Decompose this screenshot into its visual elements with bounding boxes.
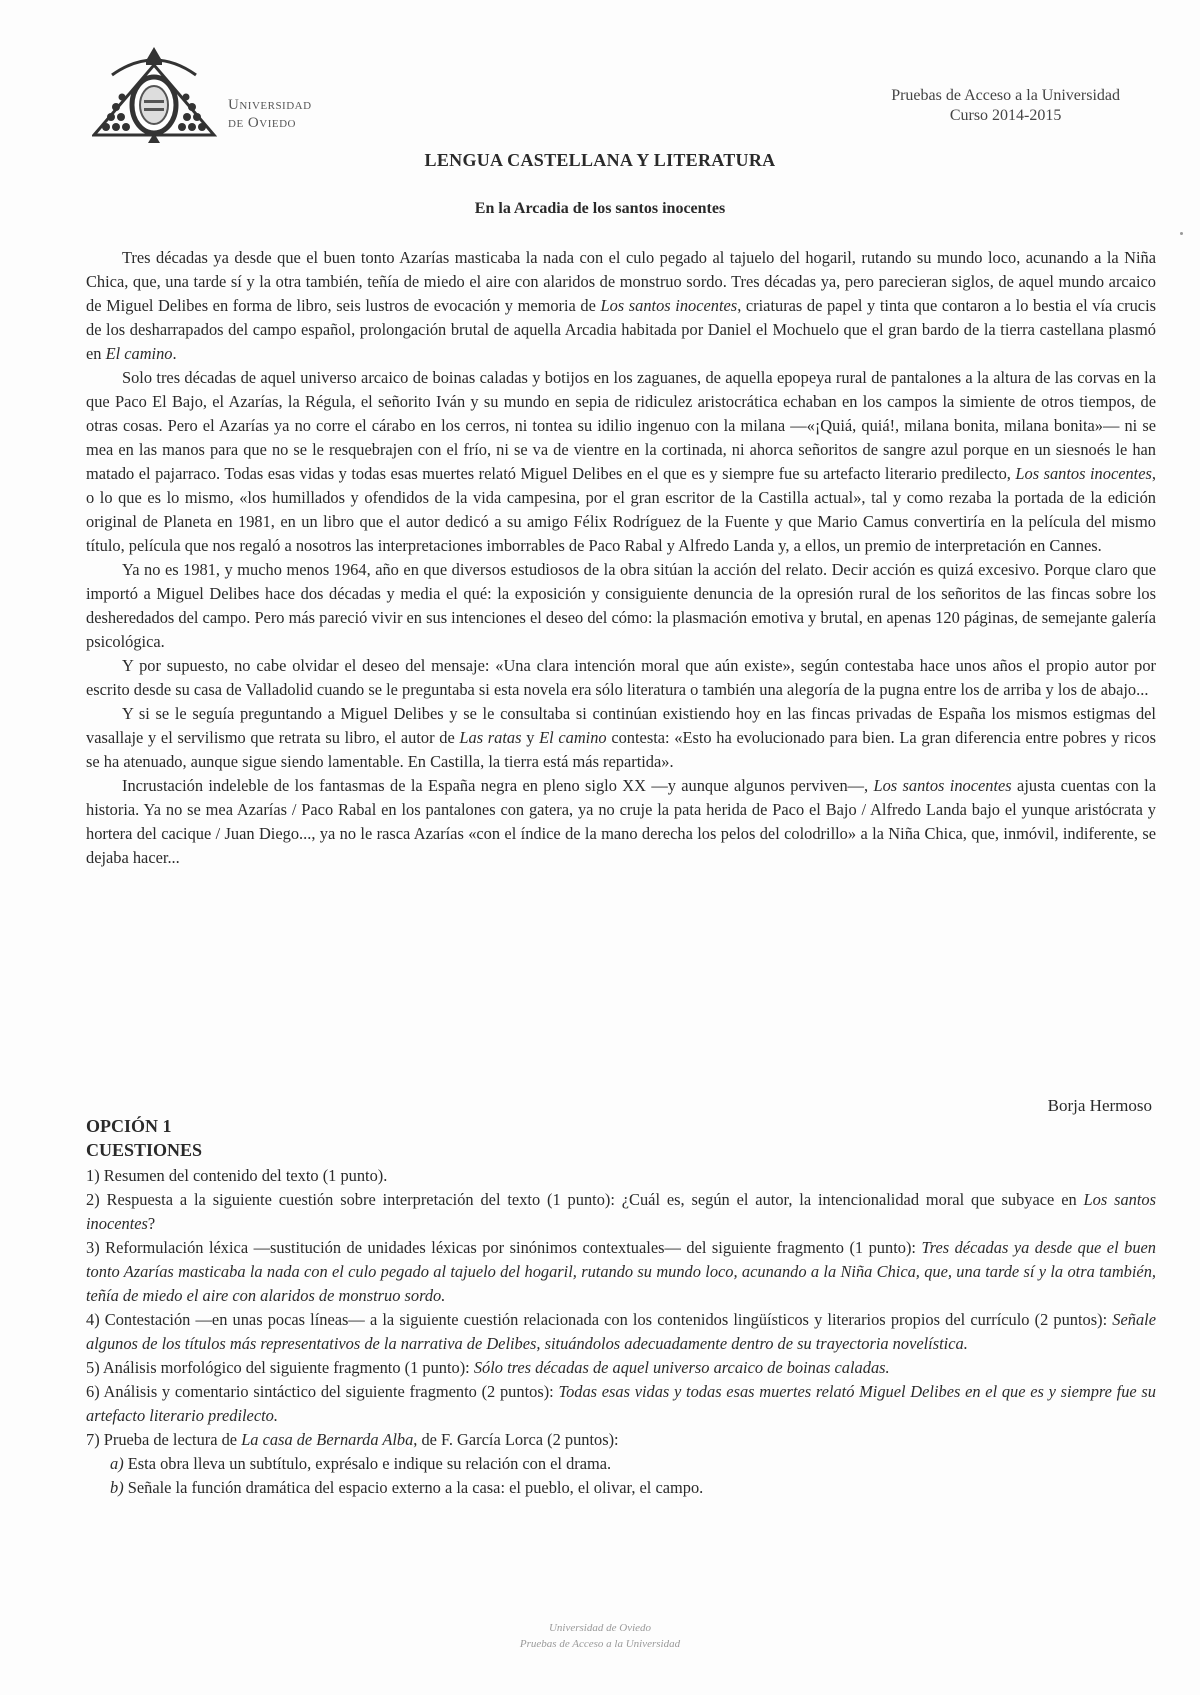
paragraph [86,558,1156,654]
article-author: Borja Hermoso [1047,1096,1152,1115]
text-run: Y si se le seguía preguntando a Miguel Delibes y se le consultaba si continúan existiendo hoy en las fincas privadas de España los mismos estigmas del vasallaje y el servilismo que retrata su libro, el autor de [86,704,1156,747]
text-run: y [521,728,540,747]
question-item [86,1236,1156,1308]
text-run: 3) Reformulación léxica —sustitución de unidades léxicas por sinónimos contextuales— del siguiente fragmento (1 punto): [86,1238,922,1257]
text-run: , criaturas de papel y tinta que contaron a lo bestia el vía crucis de los desharrapados del campo español, prolongación brutal de aquella Arcadia habitada por Daniel el Mochuelo que el gran bardo de la tierra castellana plasmó en [86,296,1157,363]
footer-university: Universidad de Oviedo [548,1622,652,1634]
text-run: ajusta cuentas con la historia. Ya no se mea Azarías / Paco Rabal en los pantalones con gatera, ya no cruje la pata herida de Paco el Bajo / Alfredo Landa bajo el yunque aristócrata y hortera del cacique / Juan Diego..., ya no le rasca Azarías «con el índice de la mano derecha los pelos del colodrillo» a la Niña Chica, que, inmóvil, indiferente, se dejaba hacer... [86,776,1156,867]
text-run: , o lo que es lo mismo, «los humillados y ofendidos de la vida campesina, por el gran escritor de la Castilla actual», tal y como rezaba la portada de la edición original de Planeta en 1981, en un libro que el autor dedicó a su amigo Félix Rodríguez de la Fuente y que Mario Camus convertiría en la película del mismo título, película que nos regaló a nosotros las interpretaciones imborrables de Paco Rabal y Alfredo Landa y, a ellos, un premio de interpretación en Cannes. [86,464,1157,555]
italic-text: Los santos inocentes [86,1190,1156,1233]
text-run: 6) Análisis y comentario sintáctico del siguiente fragmento (2 puntos): [86,1382,559,1401]
paragraph [86,366,1156,558]
option-heading [86,1114,202,1162]
question-item [86,1476,1156,1500]
italic-text: La casa de Bernarda Alba [241,1430,414,1449]
text-run: Esta obra lleva un subtítulo, exprésalo e indique su relación con el drama. [123,1454,612,1473]
text-run: 5) Análisis morfológico del siguiente fragmento (1 punto): [86,1358,474,1377]
paragraph [86,702,1156,774]
exam-year: Curso 2014-2015 [949,107,1062,124]
paragraph [86,774,1156,870]
text-run: ? [147,1214,156,1233]
italic-text: Los santos inocentes [873,776,1012,795]
question-item [86,1428,1156,1452]
italic-text: Las ratas [459,728,522,747]
text-title: En la Arcadia de los santos inocentes [474,200,726,217]
italic-text: Los santos inocentes [600,296,738,315]
paragraph [86,654,1156,702]
text-run: 2) Respuesta a la siguiente cuestión sobre interpretación del texto (1 punto): ¿Cuál es, según el autor, la intencionalidad moral que subyace en [86,1190,1084,1209]
question-item [86,1380,1156,1428]
question-item [86,1452,1156,1476]
option-label: OPCIÓN 1 [86,1116,172,1136]
questions-label: CUESTIONES [86,1140,203,1160]
university-name [228,96,312,132]
text-run: 1) Resumen del contenido del texto (1 punto). [86,1166,388,1185]
university-crest-logo [92,45,217,145]
question-item [86,1164,1156,1188]
question-item [86,1188,1156,1236]
question-item [86,1308,1156,1356]
text-run: , de F. García Lorca (2 puntos): [413,1430,619,1449]
footer-exam: Pruebas de Acceso a la Universidad [519,1638,681,1650]
exam-header [891,86,1120,126]
subject-heading: LENGUA CASTELLANA Y LITERATURA [424,150,776,170]
questions-list [86,1164,1156,1500]
italic-text: b) [110,1478,124,1497]
text-run: Y por supuesto, no cabe olvidar el deseo del mensaje: «Una clara intención moral que aún existe», según contestaba hace unos años el propio autor por escrito desde su casa de Valladolid cuando se le preguntaba si esta novela era sólo literatura o también una alegoría de la pugna entre los de arriba y los de abajo... [86,656,1156,699]
question-item [86,1356,1156,1380]
text-run: Tres décadas ya desde que el buen tonto Azarías masticaba la nada con el culo pegado al tajuelo del hogaril, rutando su mundo loco, acunando a la Niña Chica, que, una tarde sí y la otra también, teñía de miedo el aire con alaridos de monstruo sordo. Tres décadas ya, pero parecieran siglos, de aquel mundo arcaico de Miguel Delibes en forma de libro, seis lustros de evocación y memoria de [86,248,1156,315]
exam-name: Pruebas de Acceso a la Universidad [891,87,1120,104]
scan-speck [1180,232,1183,235]
text-run: Ya no es 1981, y mucho menos 1964, año en que diversos estudiosos de la obra sitúan la acción del relato. Decir acción es quizá excesivo. Porque claro que importó a Miguel Delibes hace dos décadas y media el qué: la exposición y consiguiente denuncia de la opresión rural de los señoritos de las fincas sobre los desheredados del campo. Pero más pareció vivir en sus intenciones el deseo del cómo: la plasmación emotiva y brutal, en apenas 120 páginas, de semejante galería psicológica. [86,560,1156,651]
italic-text: Sólo tres décadas de aquel universo arcaico de boinas caladas. [473,1358,890,1377]
italic-text: El camino [105,344,173,363]
paragraph [86,246,1156,366]
text-run: . [172,344,177,363]
italic-text: a) [110,1454,124,1473]
text-run: 7) Prueba de lectura de [86,1430,242,1449]
article-text [86,246,1156,870]
italic-text: Todas esas vidas y todas esas muertes relató Miguel Delibes en el que es y siempre fue su artefacto literario predilecto. [86,1382,1156,1425]
text-run: contesta: «Esto ha evolucionado para bien. La gran diferencia entre pobres y ricos se ha atenuado, aunque sigue siendo lamentable. En Castilla, la tierra está más repartida». [86,728,1156,771]
text-run: 4) Contestación —en unas pocas líneas— a la siguiente cuestión relacionada con los contenidos lingüísticos y literarios propios del currículo (2 puntos): [86,1310,1113,1329]
italic-text: Tres décadas ya desde que el buen tonto Azarías masticaba la nada con el culo pegado al tajuelo del hogaril, rutando su mundo loco, acunando a la Niña Chica, que, una tarde sí y la otra también, teñía de miedo el aire con alaridos de monstruo sordo. [86,1238,1156,1305]
page-footer [0,1620,1200,1652]
italic-text: Señale algunos de los títulos más representativos de la narrativa de Delibes, situándolos adecuadamente dentro de su trayectoria novelística. [86,1310,1156,1353]
text-run: Solo tres décadas de aquel universo arcaico de boinas caladas y botijos en los zaguanes, de aquella epopeya rural de pantalones a la altura de las corvas en la que Paco El Bajo, el Azarías, la Régula, el señorito Iván y su mundo en sepia de ridiculez aristocrática echaban en los campos la simiente de otros tiempos, de otras cosas. Pero el Azarías ya no corre el cárabo en los cerros, ni tontea su idilio ingenuo con la milana —«¡Quiá, quiá!, milana bonita, milana bonita»— ni se mea en las manos para que no se le resquebrajen con el frío, ni se va de vientre en la cortinada, ni ahorca señoritos de sangre azul porque en un siesnoés le han matado el pajarraco. Todas esas vidas y todas esas muertes relató Miguel Delibes en el que es y siempre fue su artefacto literario predilecto, [86,368,1156,483]
italic-text: El camino [539,728,607,747]
university-name-line1: Universidad [228,97,312,113]
university-name-line2: de Oviedo [228,115,296,131]
text-run: Incrustación indeleble de los fantasmas de la España negra en pleno siglo XX —y aunque algunos perviven—, [122,776,874,795]
text-run: Señale la función dramática del espacio externo a la casa: el pueblo, el olivar, el campo. [123,1478,704,1497]
italic-text: Los santos inocentes [1015,464,1152,483]
